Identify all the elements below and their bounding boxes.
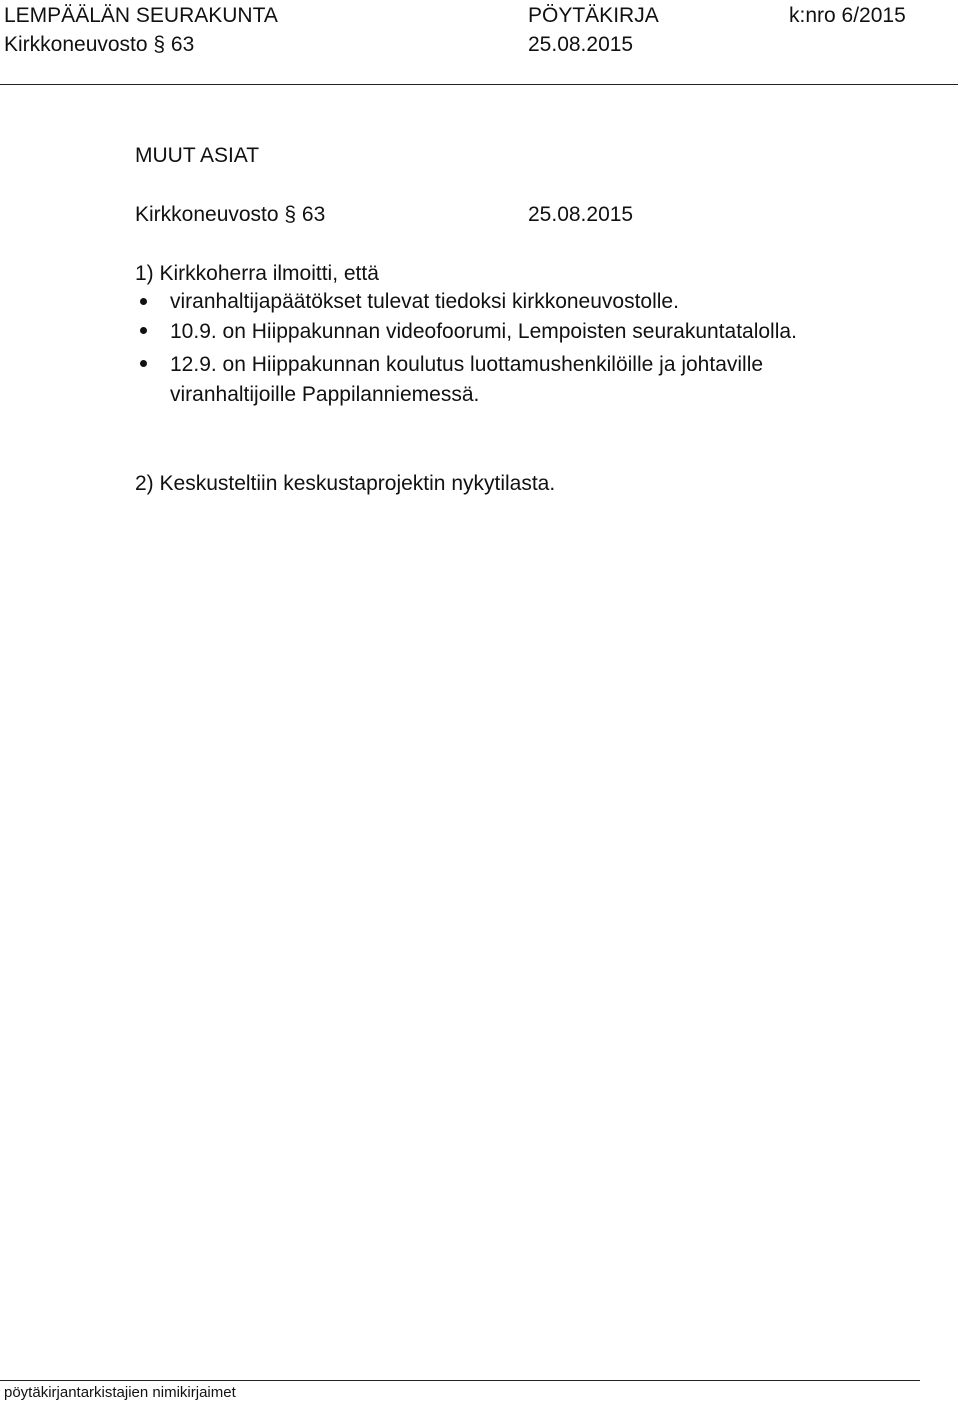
header-divider xyxy=(0,84,958,85)
bullet-icon xyxy=(140,298,147,305)
list-item: 10.9. on Hiippakunnan videofoorumi, Lempoisten seurakuntatalolla. xyxy=(170,320,797,343)
footer-signatures-label: pöytäkirjantarkistajien nimikirjaimet xyxy=(4,1384,236,1401)
list-item: viranhaltijapäätökset tulevat tiedoksi kirkkoneuvostolle. xyxy=(170,290,679,313)
section-date: 25.08.2015 xyxy=(528,203,634,226)
list-item-continuation: viranhaltijoille Pappilanniemessä. xyxy=(170,383,480,406)
section-body-section: Kirkkoneuvosto § 63 xyxy=(135,203,326,226)
header-doc-number: k:nro 6/2015 xyxy=(789,4,906,27)
item2-text: 2) Keskusteltiin keskustaprojektin nykytilasta. xyxy=(135,472,556,495)
header-org: LEMPÄÄLÄN SEURAKUNTA xyxy=(4,4,278,27)
section-title: MUUT ASIAT xyxy=(135,144,260,167)
header-date: 25.08.2015 xyxy=(528,33,634,56)
header-body-section: Kirkkoneuvosto § 63 xyxy=(4,33,195,56)
bullet-icon xyxy=(140,360,147,367)
bullet-icon xyxy=(140,327,147,334)
header-doc-type: PÖYTÄKIRJA xyxy=(528,4,659,27)
list-item: 12.9. on Hiippakunnan koulutus luottamushenkilöille ja johtaville xyxy=(170,353,764,376)
footer-divider xyxy=(0,1380,920,1381)
item1-intro: 1) Kirkkoherra ilmoitti, että xyxy=(135,262,379,285)
